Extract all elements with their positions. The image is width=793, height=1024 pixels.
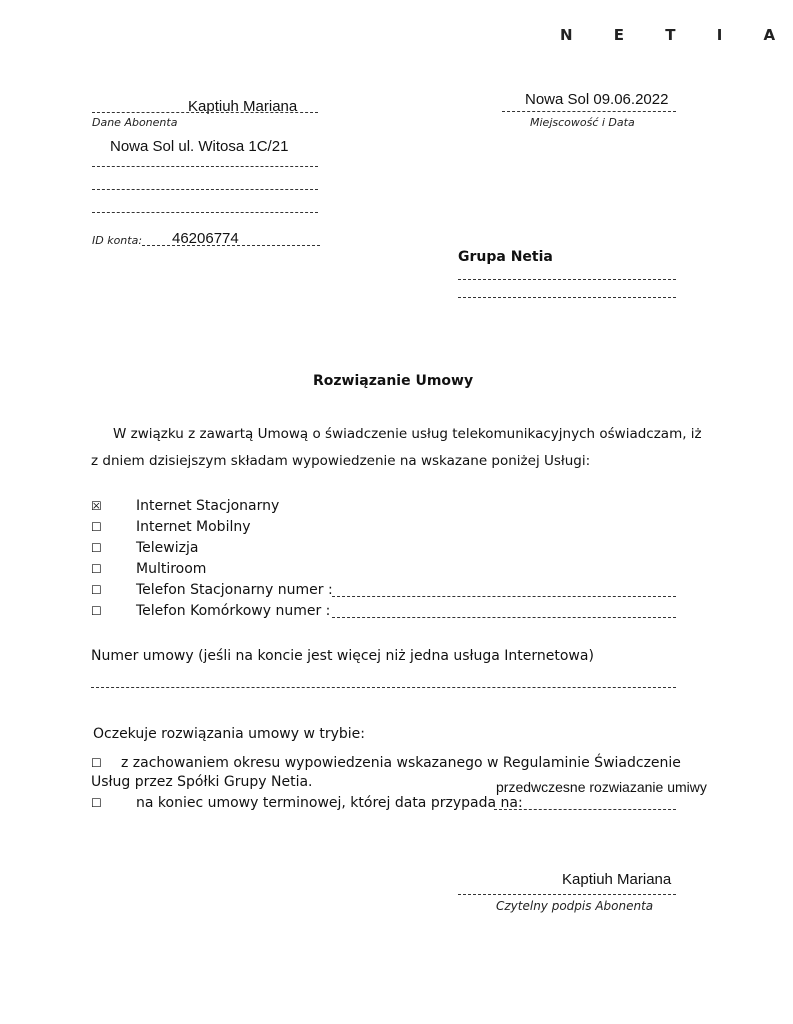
- mode-option-notice-period-line1: z zachowaniem okresu wypowiedzenia wskazanego w Regulaminie Świadczenie: [121, 755, 681, 771]
- recipient-line-2: [458, 297, 676, 298]
- contract-number-line[interactable]: [91, 687, 676, 688]
- service-checkbox-internet-stacjonarny[interactable]: ☒: [91, 499, 102, 513]
- service-label-internet-stacjonarny: Internet Stacjonarny: [136, 498, 280, 514]
- service-label-internet-mobilny: Internet Mobilny: [136, 519, 251, 535]
- service-checkbox-internet-mobilny[interactable]: ☐: [91, 520, 102, 534]
- handwritten-note: przedwczesne rozwiazanie umiwy: [496, 779, 707, 795]
- account-id-line: [142, 245, 320, 246]
- address-line-1: [92, 166, 318, 167]
- mode-checkbox-end-of-term[interactable]: ☐: [91, 796, 102, 810]
- subscriber-name-line: [92, 112, 318, 113]
- subscriber-address-value: Nowa Sol ul. Witosa 1C/21: [110, 138, 289, 155]
- account-id-label: ID konta:: [92, 234, 143, 247]
- signature-value: Kaptiuh Mariana: [562, 871, 672, 888]
- service-label-telewizja: Telewizja: [136, 540, 199, 556]
- mode-checkbox-notice-period[interactable]: ☐: [91, 756, 102, 770]
- address-line-2: [92, 189, 318, 190]
- body-line-1: W związku z zawartą Umową o świadczenie usług telekomunikacyjnych oświadczam, iż: [113, 426, 702, 442]
- recipient-line-1: [458, 279, 676, 280]
- brand-logo: N E T I A: [560, 26, 793, 44]
- address-line-3: [92, 212, 318, 213]
- signature-line: [458, 894, 676, 895]
- signature-caption: Czytelny podpis Abonenta: [496, 899, 654, 913]
- mode-option-end-of-term: na koniec umowy terminowej, której data przypada na:: [136, 795, 523, 811]
- mode-option-notice-period-line2: Usług przez Spółki Grupy Netia.: [91, 774, 313, 790]
- service-checkbox-multiroom[interactable]: ☐: [91, 562, 102, 576]
- account-id-value: 46206774: [172, 230, 239, 247]
- service-checkbox-telewizja[interactable]: ☐: [91, 541, 102, 555]
- service-checkbox-telefon-komorkowy[interactable]: ☐: [91, 604, 102, 618]
- termination-mode-heading: Oczekuje rozwiązania umowy w trybie:: [93, 726, 365, 742]
- landline-number-line[interactable]: [332, 596, 676, 597]
- service-checkbox-telefon-stacjonarny[interactable]: ☐: [91, 583, 102, 597]
- place-date-line: [502, 111, 676, 112]
- contract-number-label: Numer umowy (jeśli na koncie jest więcej niż jedna usługa Internetowa): [91, 648, 594, 664]
- place-date-value: Nowa Sol 09.06.2022: [525, 91, 669, 108]
- subscriber-name-value: Kaptiuh Mariana: [188, 98, 298, 115]
- end-of-term-date-line[interactable]: [494, 809, 676, 810]
- service-label-multiroom: Multiroom: [136, 561, 207, 577]
- service-label-telefon-stacjonarny: Telefon Stacjonarny numer :: [136, 582, 333, 598]
- document-title: Rozwiązanie Umowy: [313, 373, 474, 389]
- service-label-telefon-komorkowy: Telefon Komórkowy numer :: [136, 603, 331, 619]
- subscriber-name-caption: Dane Abonenta: [92, 116, 178, 129]
- recipient-name: Grupa Netia: [458, 249, 553, 265]
- place-date-caption: Miejscowość i Data: [530, 116, 635, 129]
- mobile-number-line[interactable]: [332, 617, 676, 618]
- body-line-2: z dniem dzisiejszym składam wypowiedzenie na wskazane poniżej Usługi:: [91, 453, 591, 469]
